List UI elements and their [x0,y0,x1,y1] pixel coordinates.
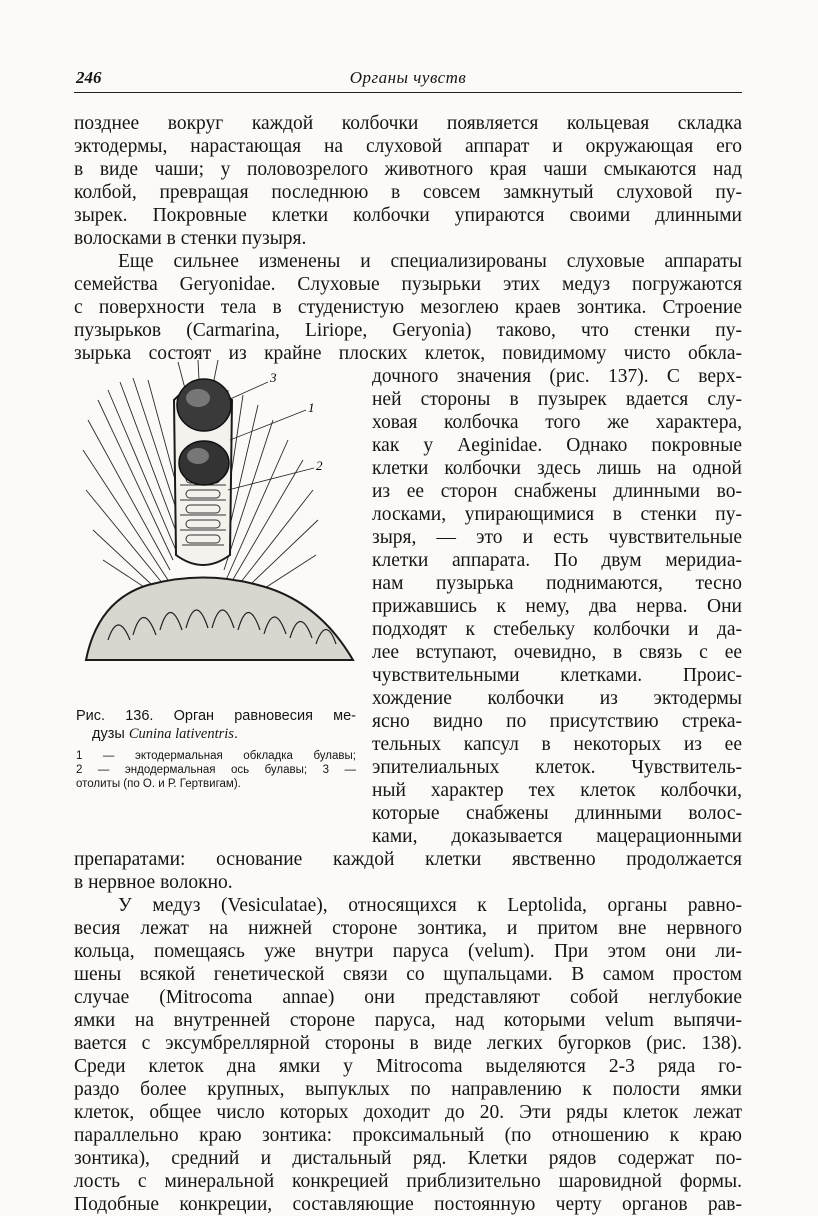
text-line: ный характер тех клеток колбочки, [372,780,742,801]
text-line: параллельно краю зонтика: проксимальный (по отношению к краю [74,1125,742,1146]
text-line: препаратами: основание каждой клетки явственно продолжается [74,849,742,870]
page-header [74,66,742,93]
text-line: зыря, — это и есть чувствительные [372,527,742,548]
text-line: шены всякой генетической связи со щупальцами. В самом простом [74,964,742,985]
text-line: волосками в стенки пузыря. [74,228,307,249]
text-line: весия лежат на нижней стороне зонтика, и притом вне нервного [74,918,742,939]
text-line: ясно видно по присутствию стрека- [372,711,742,732]
text-line: Среди клеток дна ямки у Mitrocoma выделяются 2-3 ряда го- [74,1056,742,1077]
text-line: зырек. Покровные клетки колбочки упираются своими длинными [74,205,742,226]
text-line: позднее вокруг каждой колбочки появляется кольцевая складка [74,113,742,134]
figure-label-2: 2 [316,458,323,473]
text-line: У медуз (Vesiculatae), относящихся к Leptolida, органы равно- [118,895,742,916]
paragraph-2-end [74,848,742,894]
text-line: ховая колбочка того же характера, [372,412,742,433]
legend-line: отолиты (по О. и Р. Гертвигам). [76,778,241,790]
paragraph-2-wrapped [372,365,742,848]
figure-label-1: 1 [308,400,315,415]
text-line: в виде чаши; у половозрелого животного края чаши смыкаются над [74,159,742,180]
text-line: Подобные конкреции, составляющие постоянную черту органов рав- [74,1194,742,1215]
text-line: ками, доказывается мацерационными [372,826,742,847]
text-line: раздо более крупных, выпуклых по направлению к полости ямки [74,1079,742,1100]
text-line: в нервное волокно. [74,872,233,893]
text-line: колбой, превращая последнюю в совсем замкнутый слуховой пу- [74,182,742,203]
paragraph-3 [74,894,742,1216]
text-line: клетки аппарата. По двум меридиа- [372,550,742,571]
text-line: лость с минеральной конкрецией приблизительно шаровидной формы. [74,1171,742,1192]
caption-line-2: дузы Cunina lativentris. [92,726,238,742]
text-line: клеток, общее число которых доходит до 20. Эти ряды клеток лежат [74,1102,742,1123]
text-line: прижавшись к нему, два нерва. Они [372,596,742,617]
text-line: ямки на внутренней стороне паруса, над которыми velum выпячи- [74,1010,742,1031]
caption-line-1: Рис. 136. Орган равновесия ме- [76,708,356,724]
text-line: клетки колбочки здесь лишь на одной [372,458,742,479]
running-title: Органы чувств [349,68,467,87]
text-line: ней стороны в пузырек вдается слу- [372,389,742,410]
figure-caption [76,707,356,791]
page-number: 246 [76,68,102,87]
text-line: вается с эксумбреллярной стороны в виде легких бугорков (рис. 138). [74,1033,742,1054]
text-line: зонтика), средний и дистальный ряд. Клетки рядов содержат по- [74,1148,742,1169]
text-line: дочного значения (рис. 137). С верх- [372,366,742,387]
text-line: нам пузырька поднимаются, тесно [372,573,742,594]
text-line: тельных капсул в некоторых из ее [372,734,742,755]
legend-line: 2 — эндодермальная ось булавы; 3 — [76,764,356,776]
legend-line: 1 — эктодермальная обкладка булавы; [76,750,356,762]
text-line: случае (Mitrocoma annae) они представляют собой неглубокие [74,987,742,1008]
text-line: лосками, упирающимися в стенки пу- [372,504,742,525]
text-line: чувствительными клетками. Проис- [372,665,742,686]
text-line: зырька состоят из крайне плоских клеток, повидимому чисто обкла- [74,343,742,364]
figure-136-illustration [78,360,360,678]
text-line: Еще сильнее изменены и специализированы слуховые аппараты [118,251,742,272]
text-line: эктодермы, нарастающая на слуховой аппарат и окружающая его [74,136,742,157]
species-name: Cunina lativentris [128,726,234,742]
text-line: семейства Geryonidae. Слуховые пузырьки этих медуз погружаются [74,274,742,295]
text-line: с поверхности тела в студенистую мезоглею краев зонтика. Строение [74,297,742,318]
text-line: из ее сторон снабжены длинными во- [372,481,742,502]
paragraph-1 [74,112,742,250]
text-line: кольца, помещаясь уже внутри паруса (velum). При этом они ли- [74,941,742,962]
text-line: подходят к стебельку колбочки и да- [372,619,742,640]
text-line: которые снабжены длинными волос- [372,803,742,824]
text-line: лее вступают, очевидно, в связь с ее [372,642,742,663]
paragraph-2-full-width [74,250,742,365]
text-line: как у Aeginidae. Однако покровные [372,435,742,456]
text-line: хождение колбочки из эктодермы [372,688,742,709]
text-line: пузырьков (Carmarina, Liriope, Geryonia) таково, что стенки пу- [74,320,742,341]
figure-label-3: 3 [270,370,277,385]
text-line: эпителиальных клеток. Чувствитель- [372,757,742,778]
